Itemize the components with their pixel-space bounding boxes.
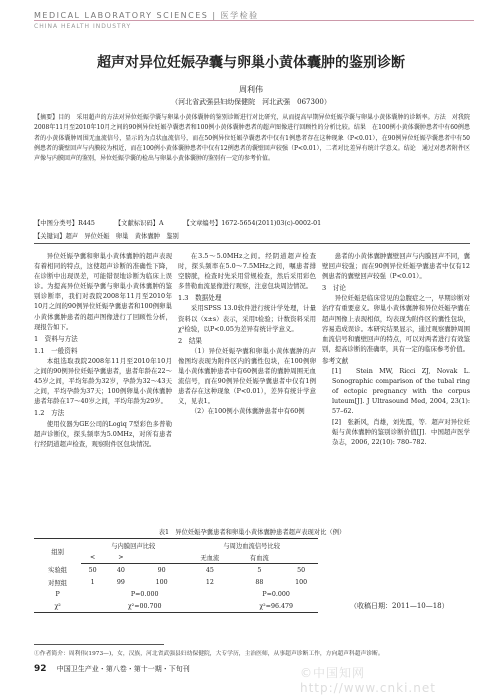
table-cell: P	[55, 590, 60, 598]
table-cell	[185, 600, 234, 613]
received-date: （收稿日期：2011—10—18）	[350, 602, 449, 610]
paragraph: （1）异位妊娠孕囊和卵巢小黄体囊肿的声像图均表现为附件区内的囊性包块，在100例卵巢小黄体囊肿患者中有60例患者的囊肿周围无血流信号，而在90例异位妊娠孕囊患者中仅有1例患者存在这种现象（P<0.01），差异有统计学意义，见表1。	[178, 346, 316, 406]
paragraph: 采用SPSS 13.0软件进行统计学处理，计量资料以（x±s）表示，采用t检验；计数资料采用χ²检验，以P<0.05为差异有统计学意义。	[178, 304, 316, 333]
table-cell	[81, 588, 104, 600]
page-number: 92	[34, 664, 47, 674]
paragraph: 在3.5～5.0MHz之间。经阴道超声检查时，探头频率在5.0～7.5MHz之间，嘱患者排空膀胱，检查时先采用常规检查，然后采用彩色多普勒血流显像进行观察，注意包块周边情况。	[178, 252, 316, 291]
abstract: 【摘要】目的 采用超声的方法对异位妊娠孕囊与卵巢小黄体囊肿的鉴别诊断进行对比研究，从而提高早期异位妊娠孕囊与卵巢小黄体囊肿的诊断率。方法 对我院2008年11月至2010年10月之间的90例异位妊娠孕囊患者和100例小黄体囊肿患者的超声图像进行回顾性的分析比较。结果 在100例小黄体囊肿患者中有60例患者的小黄体囊肿周围无血流信号，显示的为点状血流信号，而在50例异位妊娠孕囊患者中仅有1例患者存在这种现象（P<0.01），在90例异位妊娠孕囊患者中有50例患者的囊壁回声与内膜较为相近，而在100例小黄体囊肿患者中仅有12例患者的囊壁回声较强（P<0.01），二者对比差异有统计学意义。结论 通过对患者附件区声像与内膜回声的鉴别，异位妊娠孕囊的检出与卵巢小黄体囊肿的鉴别有一定的参考价值。	[34, 114, 470, 163]
table-row	[34, 600, 318, 613]
table-cell: 40	[116, 566, 125, 574]
paragraph: 患者的小黄体囊肿囊壁回声与内膜回声不同，囊壁回声较强；而在90例异位妊娠孕囊患者中仅有12例患者的囊壁回声较强（P<0.01）。	[322, 252, 470, 281]
table-subheader: <	[81, 551, 104, 564]
subsection-heading: 1.1 一般资料	[34, 346, 78, 355]
article-title: 超声对异位妊娠孕囊与卵巢小黄体囊肿的鉴别诊断	[97, 55, 405, 71]
table-header: 与周边血流信号比较	[185, 539, 318, 552]
table-cell: P=0.000	[130, 590, 159, 598]
section-heading: 1 资料与方法	[34, 334, 78, 343]
table-cell: 12	[205, 578, 214, 586]
table-cell: 100	[295, 578, 308, 586]
intro-paragraph: 异位妊娠孕囊和卵巢小黄体囊肿的超声表现有着相同的特点，这使超声诊断的准确性下降，在诊断中出现误差，可能错误地诊断为临床上误诊。为提高异位妊娠孕囊与卵巢小黄体囊肿的鉴别诊断率，我们对我院2008年11月至2010年10月之间的90例异位妊娠孕囊患者和100例卵巢小黄体囊肿患者的超声图像进行了回顾性分析，现报告如下。	[34, 252, 172, 331]
subsection-heading: 1.2 方法	[34, 409, 65, 418]
table-header-group: 组别	[34, 539, 81, 564]
table-subheader: 无血流	[185, 551, 234, 564]
section-heading: 2 结果	[178, 336, 202, 345]
clc-number: 【中图分类号】R445	[34, 220, 95, 227]
reference-item: [2] 张新风，肖雄，刘先霞，等．超声对异位妊娠与黄体囊肿的鉴别诊断价值[J]．中国超声医学杂志，2006, 22(10): 780–782.	[332, 417, 470, 446]
table-cell: χ²=96.479	[234, 600, 318, 613]
table-cell: 99	[116, 578, 125, 586]
table-row	[34, 588, 318, 600]
table-row	[34, 576, 318, 588]
table-cell: 50	[297, 566, 306, 574]
author: 周利伟	[239, 85, 263, 94]
divider	[34, 243, 470, 244]
table-cell: 100	[155, 578, 168, 586]
paragraph: 异位妊娠是临床常见的急腹症之一，早期诊断对治疗有重要意义。卵巢小黄体囊肿和异位妊娠孕囊在超声图像上表现相似，均表现为附件区的囊性包块，容易造成误诊。本研究结果显示，通过观察囊肿周围血流信号和囊壁回声的特点，可以对两者进行有效鉴别，提高诊断的准确率，具有一定的临床参考价值。	[322, 294, 470, 353]
paragraph: 使用仪器为GE公司的Logiq 7型彩色多普勒超声诊断仪，探头频率为5.0MHz，对所有患者行经阴道超声检查，观察附件区包块情况。	[34, 419, 172, 448]
references	[322, 366, 470, 447]
table-cell: 实验组	[48, 567, 68, 575]
column-2	[178, 251, 316, 417]
table-cell: P=0.000	[262, 590, 290, 598]
watermark: ©中国知网 http://www.cnki.net	[300, 666, 436, 695]
table-title: 表1 异位妊娠孕囊患者和卵巢小黄体囊肿患者超声表现对比（例）	[158, 529, 346, 536]
results-table	[34, 538, 318, 613]
table-cell	[185, 588, 234, 600]
table-cell: 对照组	[48, 579, 68, 587]
table-cell: 50	[88, 566, 97, 574]
table-cell: 90	[157, 566, 166, 574]
column-3	[322, 251, 470, 447]
table-header: 与内膜回声比较	[81, 539, 185, 552]
table-subheader: >	[104, 551, 138, 564]
table-cell: 1	[90, 578, 95, 586]
reference-item: [1] Stein MW, Ricci ZJ, Novak L. Sonographic comparison of the tubal ring of ectopic pregnancy with the corpus luteum[J]. J Ultrasound Med, 2004, 23(1): 57–62.	[332, 367, 470, 416]
table-row	[34, 564, 318, 577]
table-cell: 45	[205, 566, 214, 574]
table-subheader: 有血流	[234, 551, 284, 564]
affiliation: （河北省武强县妇幼保健院 河北武强 067300）	[171, 98, 331, 106]
footer-journal: 中国卫生产业・第八卷・第十一期・下旬刊	[56, 665, 190, 673]
subsection-heading: 1.3 数据处理	[178, 294, 222, 303]
header-rule	[34, 20, 474, 21]
article-number: 【文章编号】1672-5654(2011)03(c)-0002-01	[183, 220, 322, 227]
column-1	[34, 251, 172, 449]
table-cell	[81, 600, 104, 613]
table-cell: 5	[257, 566, 262, 574]
journal-header-en: MEDICAL LABORATORY SCIENCES | 医学检验	[34, 11, 259, 20]
section-heading: 3 讨论	[322, 284, 346, 293]
references-heading: 参考文献	[322, 356, 349, 365]
doc-code: 【文献标识码】A	[114, 220, 164, 227]
table-cell: χ²=00.700	[104, 600, 185, 613]
table-cell: 88	[255, 578, 264, 586]
footnote-rule	[34, 644, 164, 645]
table-cell: χ²	[34, 600, 81, 613]
keywords: 【关键词】超声 异位妊娠 卵巢 黄体囊肿 鉴别	[34, 233, 179, 240]
author-footnote: ①作者简介：周利伟(1973—)，女，汉族，河北省武强县妇幼保健院，大专学历，主治医师，从事超声诊断工作，方向超声科超声诊断。	[34, 651, 384, 657]
classification-line	[34, 218, 470, 227]
paragraph: （2）在100例小黄体囊肿患者中有60例	[190, 407, 305, 416]
paragraph: 本组选取我院2008年11月至2010年10月之间的90例异位妊娠孕囊患者，患者年龄在22～45岁之间，平均年龄为32岁，孕龄为32～43天之间，平均孕龄为37天；100例卵巢小黄体囊肿患者年龄在17～40岁之间，平均年龄为29岁。	[34, 356, 172, 406]
journal-header-sub: CHINA HEALTH INDUSTRY	[34, 23, 132, 30]
